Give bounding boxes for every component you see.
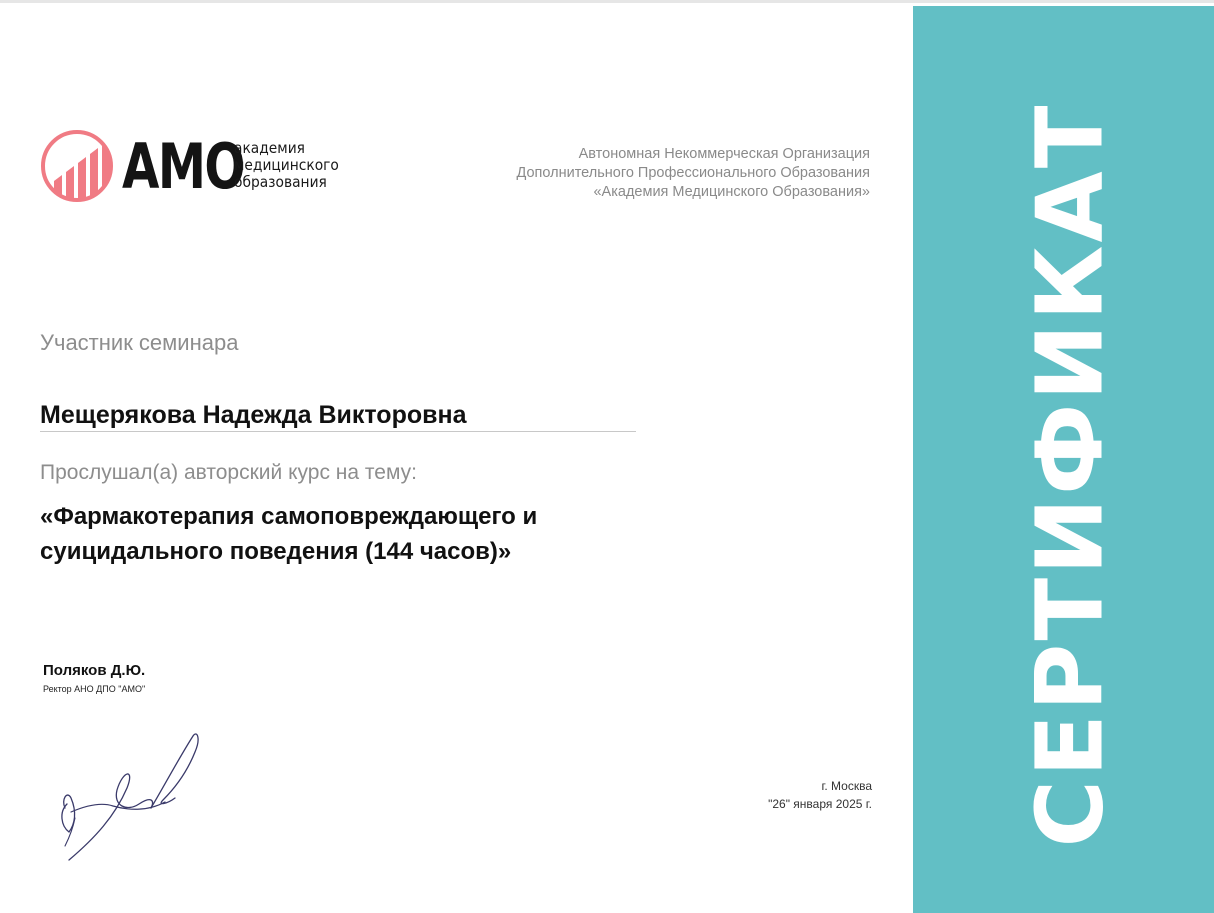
handwritten-signature [55,728,215,863]
course-title-line: «Фармакотерапия самоповреждающего и [40,503,538,530]
logo-text-line: медицинского [234,156,339,174]
logo-abbreviation: АМО [122,130,244,203]
issue-date: "26" января 2025 г. [768,797,872,811]
signatory-role: Ректор АНО ДПО "АМО" [43,684,146,694]
organization-line: «Академия Медицинского Образования» [593,184,870,200]
organization-line: Автономная Некоммерческая Организация [578,146,870,162]
logo-text-line: академия [234,139,305,157]
signatory-name: Поляков Д.Ю. [43,662,146,679]
logo-text [234,140,339,191]
course-title-line: суицидального поведения (144 часов)» [40,538,512,565]
organization-block [516,145,870,202]
place: г. Москва [821,779,872,793]
bar-chart-logo-icon [40,129,114,203]
name-underline [40,431,636,432]
participant-name: Мещерякова Надежда Викторовна [40,401,467,429]
logo-text-line: образования [234,173,327,191]
course-intro: Прослушал(а) авторский курс на тему: [40,461,417,484]
participant-label: Участник семинара [40,330,239,355]
course-title [40,499,640,569]
certificate-title: СЕРТИФИКАТ [1016,102,1124,848]
place-and-date [768,777,872,813]
organization-line: Дополнительного Профессионального Образования [516,165,870,181]
